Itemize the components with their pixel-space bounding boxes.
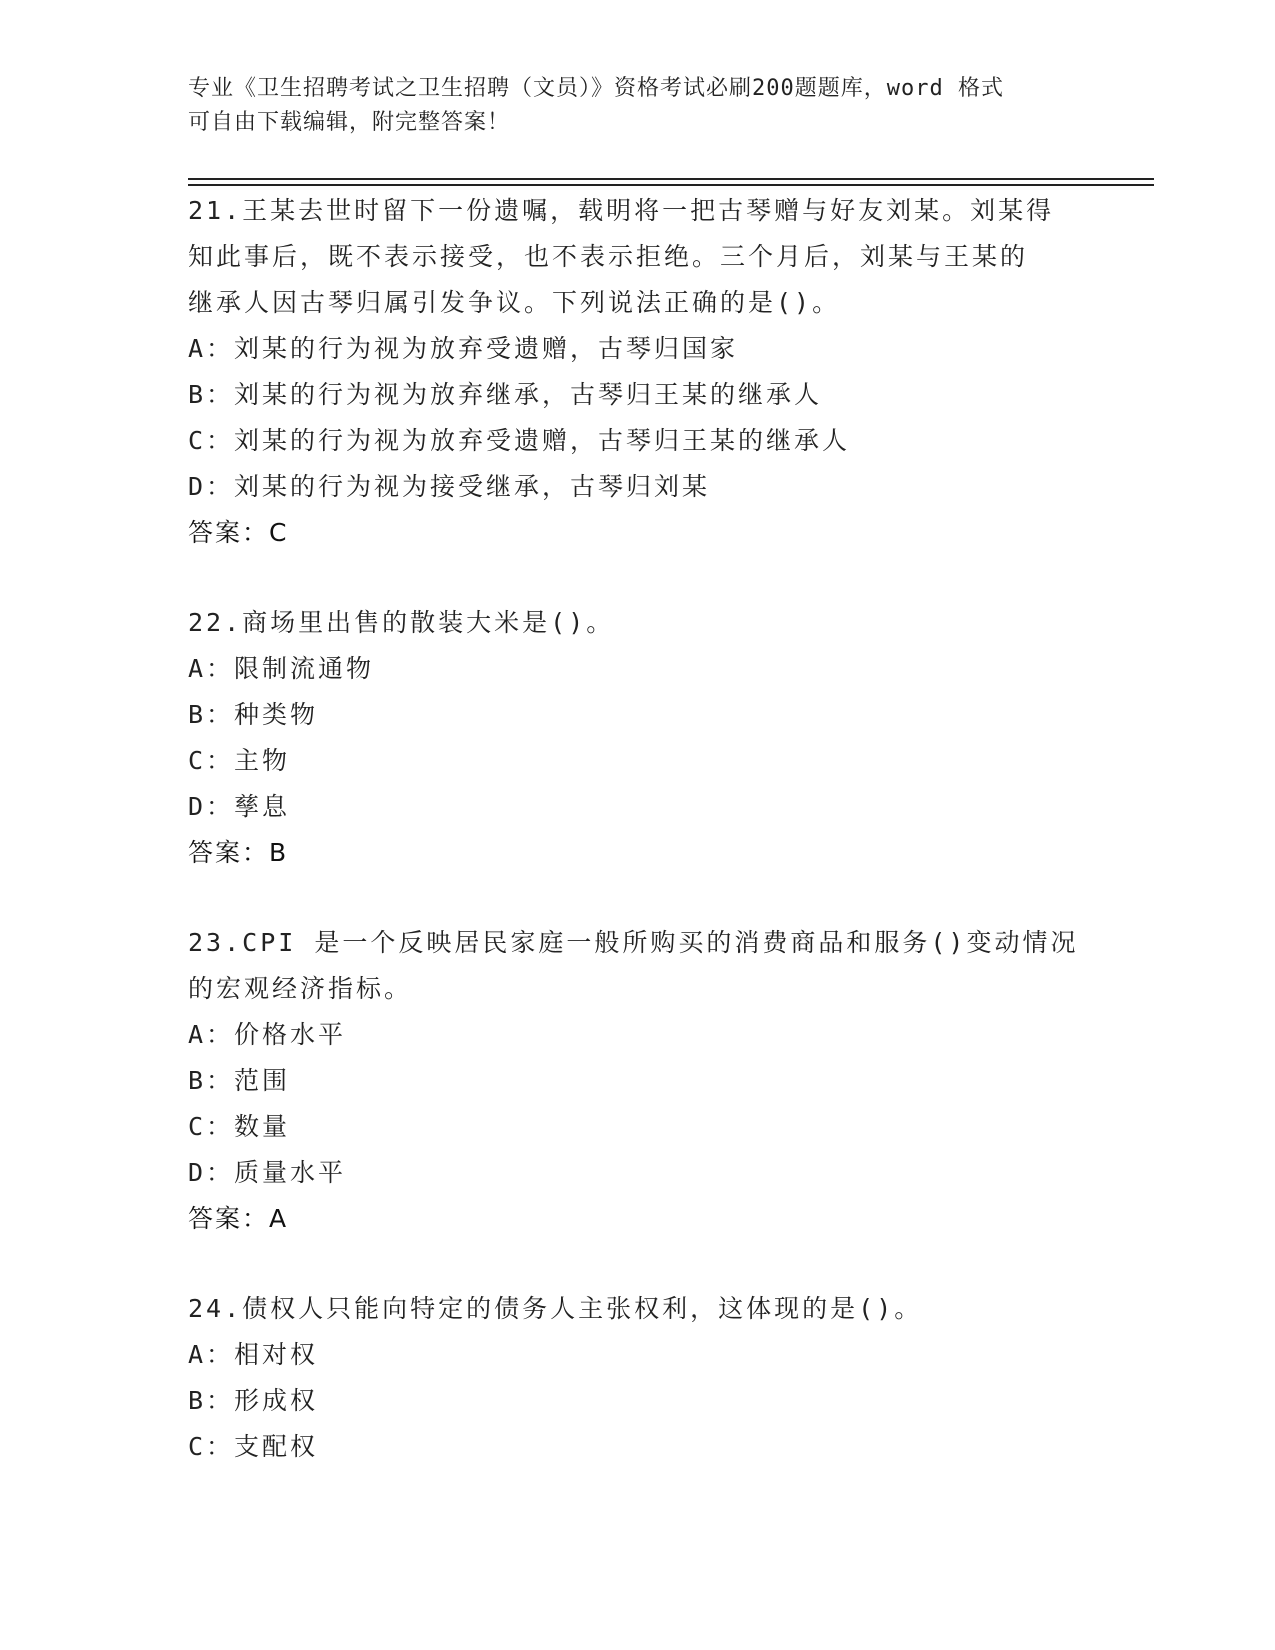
option-d: D：刘某的行为视为接受继承，古琴归刘某 [188,472,711,501]
option-d: D：质量水平 [188,1158,347,1187]
header-line: 专业《卫生招聘考试之卫生招聘（文员）》资格考试必刷200题题库，word 格式 [188,76,1004,101]
question-list [188,188,1088,1514]
question-stem: 24.债权人只能向特定的债务人主张权利，这体现的是()。 [188,1294,923,1323]
option-b: B：形成权 [188,1386,319,1415]
option-b: B：范围 [188,1066,291,1095]
option-a: A：限制流通物 [188,654,375,683]
question-stem: 继承人因古琴归属引发争议。下列说法正确的是()。 [188,288,841,317]
question-item [188,920,1088,1242]
question-stem: 23.CPI 是一个反映居民家庭一般所购买的消费商品和服务()变动情况 [188,928,1079,957]
document-header [188,72,1088,140]
question-item [188,188,1088,556]
header-line: 可自由下载编辑，附完整答案！ [188,110,511,135]
question-item [188,600,1088,876]
question-stem: 的宏观经济指标。 [188,974,413,1003]
option-d: D：孳息 [188,792,291,821]
option-a: A：价格水平 [188,1020,347,1049]
option-c: C：数量 [188,1112,291,1141]
option-c: C：刘某的行为视为放弃受遗赠，古琴归王某的继承人 [188,426,851,455]
answer-label: 答案：C [188,518,289,547]
header-divider [188,184,1154,186]
question-stem: 22.商场里出售的散装大米是()。 [188,608,615,637]
option-b: B：刘某的行为视为放弃继承，古琴归王某的继承人 [188,380,823,409]
option-c: C：支配权 [188,1432,319,1461]
question-stem: 21.王某去世时留下一份遗嘱，载明将一把古琴赠与好友刘某。刘某得 [188,196,1055,225]
question-stem: 知此事后，既不表示接受，也不表示拒绝。三个月后，刘某与王某的 [188,242,1029,271]
option-c: C：主物 [188,746,291,775]
option-b: B：种类物 [188,700,319,729]
question-item [188,1286,1088,1470]
header-divider [188,178,1154,180]
answer-label: 答案：B [188,838,289,867]
option-a: A：刘某的行为视为放弃受遗赠，古琴归国家 [188,334,739,363]
answer-label: 答案：A [188,1204,289,1233]
option-a: A：相对权 [188,1340,319,1369]
